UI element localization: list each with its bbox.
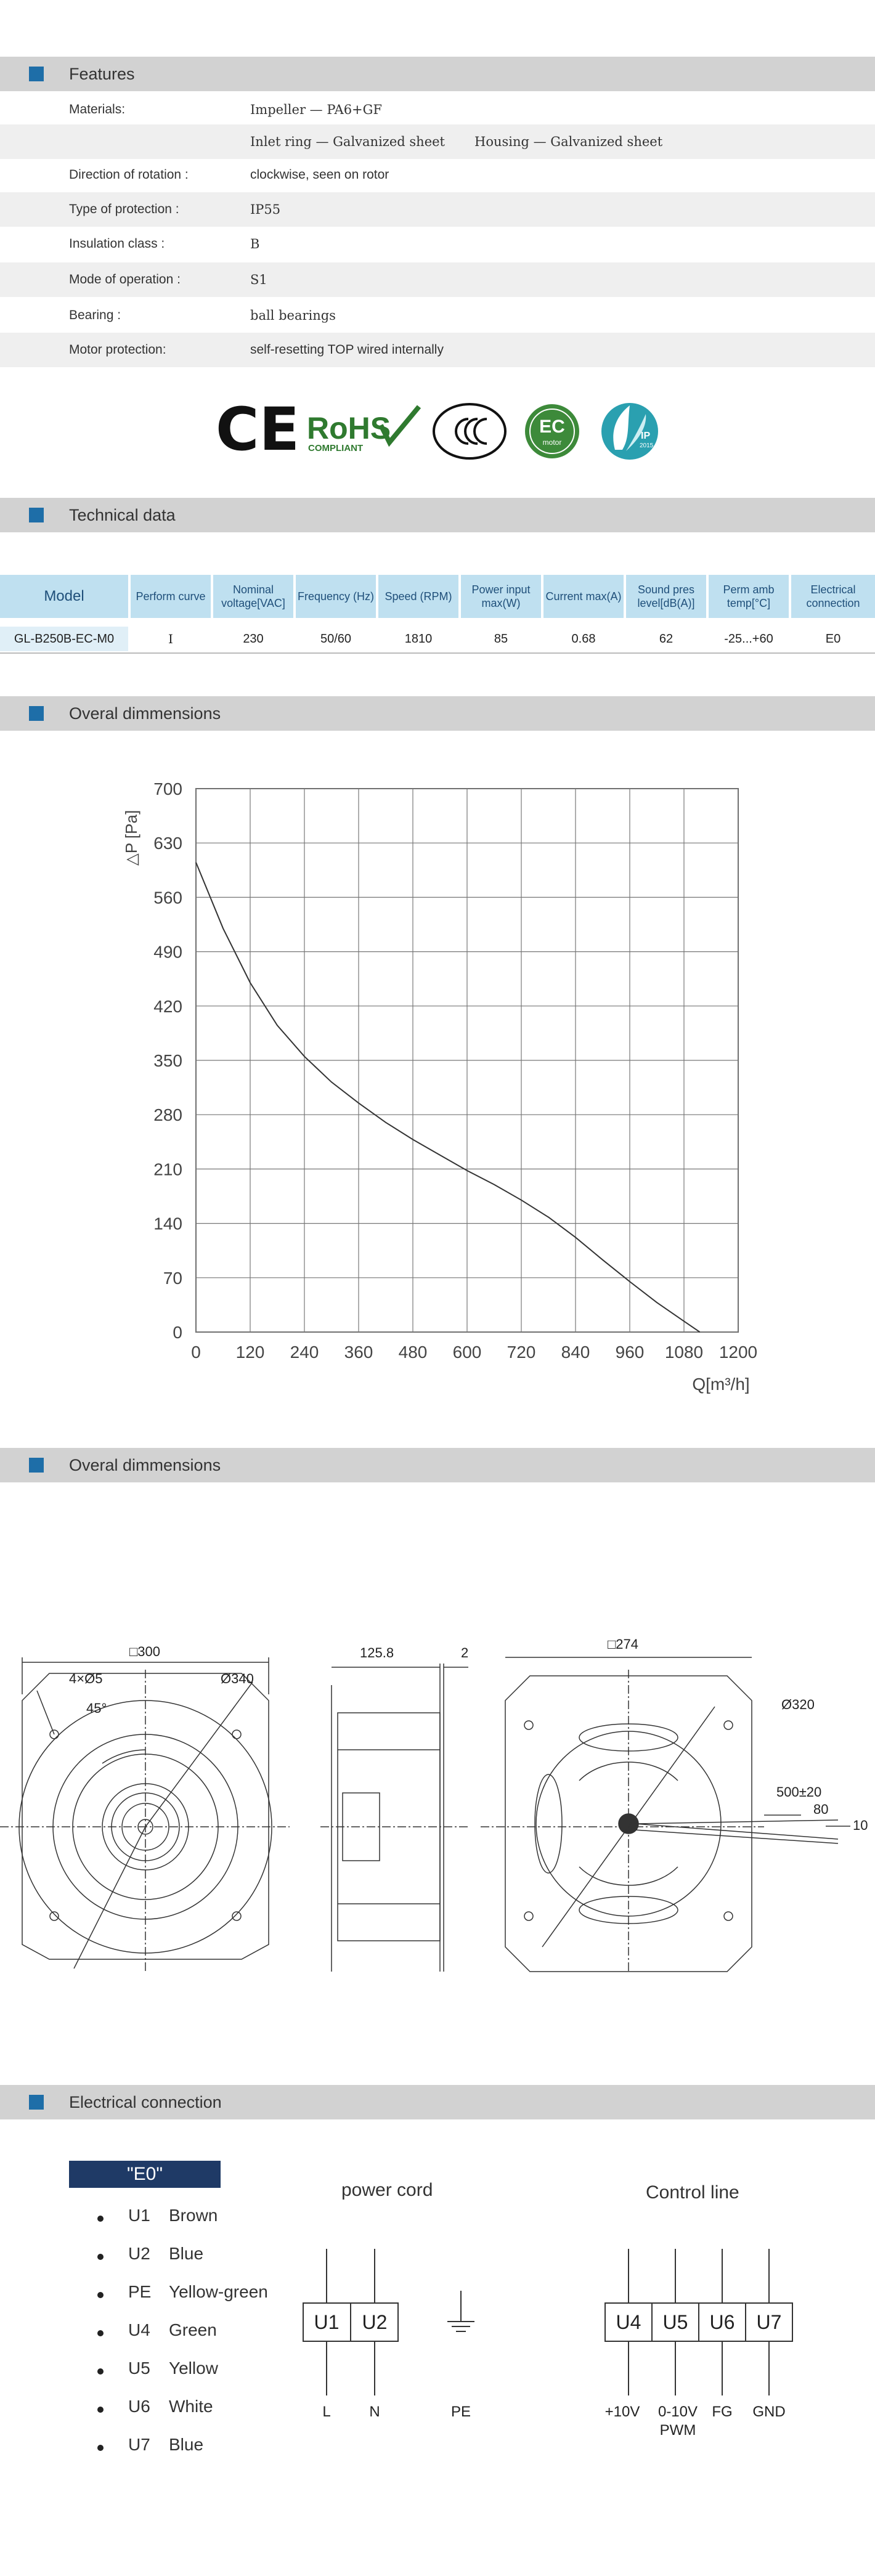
th-perform-curve: Perform curve [131, 575, 211, 618]
bullet-icon [97, 2407, 104, 2413]
y-tick-label: 350 [153, 1051, 182, 1070]
label-n: N [369, 2403, 380, 2420]
feature-label: Materials: [69, 102, 126, 116]
y-tick-label: 560 [153, 888, 182, 908]
wire-code: U6 [128, 2397, 150, 2416]
bullet-icon [97, 2292, 104, 2298]
ip-leaf-icon [601, 403, 658, 460]
x-tick-label: 1200 [718, 1343, 758, 1362]
y-tick-label: 490 [153, 942, 182, 962]
svg-text:COMPLIANT: COMPLIANT [308, 443, 364, 453]
td-perform-curve: I [168, 632, 173, 646]
feature-label: Insulation class : [69, 237, 165, 251]
feature-label: Type of protection : [69, 202, 179, 216]
bullet-icon [97, 2368, 104, 2375]
x-tick-label: 480 [398, 1343, 428, 1362]
bullet-icon [97, 2254, 104, 2260]
depth-label: 125.8 [360, 1645, 394, 1660]
td-sound: 62 [659, 632, 674, 646]
feature-value-housing: Housing — Galvanized sheet [474, 134, 663, 149]
side-view [320, 1664, 468, 1972]
feature-value: Impeller — PA6+GF [250, 102, 382, 117]
bullet-icon [97, 2445, 104, 2451]
performance-chart [0, 770, 875, 1417]
feature-value: IP55 [250, 202, 281, 217]
label-l: L [322, 2403, 331, 2420]
label-pe: PE [450, 2403, 471, 2420]
section-marker [29, 706, 44, 721]
wire-item [97, 2244, 319, 2269]
terminal-u2: U2 [362, 2311, 388, 2333]
section-marker [29, 2095, 44, 2110]
label-pwm: PWM [659, 2422, 696, 2439]
x-tick-label: 960 [615, 1343, 645, 1362]
technical-header-bar [0, 498, 875, 532]
feature-row-insulation [0, 227, 875, 261]
y-tick-label: 630 [153, 834, 182, 853]
terminal-u1: U1 [314, 2311, 340, 2333]
feature-row-bearing [0, 298, 875, 333]
y-tick-label: 140 [153, 1214, 182, 1233]
th-nominal-voltage: Nominal voltage[VAC] [213, 575, 293, 618]
terminal-u6: U6 [709, 2311, 735, 2333]
wire-color: Yellow-green [169, 2282, 268, 2301]
y-tick-label: 420 [153, 996, 182, 1016]
y-axis-label: △P [Pa] [122, 810, 140, 866]
electrical-header-bar [0, 2085, 875, 2119]
front-view [0, 1657, 290, 1972]
th-model: Model [0, 575, 128, 618]
technical-title: Technical data [69, 506, 176, 524]
wire-item [97, 2320, 319, 2345]
rohs-logo-icon [307, 407, 419, 453]
table-bottom-rule [0, 652, 875, 654]
wire-item [97, 2397, 319, 2421]
curve-title: Overal dimmensions [69, 704, 221, 723]
ccc-logo-icon [434, 404, 505, 458]
th-frequency: Frequency (Hz) [296, 575, 376, 618]
ground-symbol-icon [447, 2291, 474, 2331]
svg-text:motor: motor [542, 438, 562, 447]
power-cord-title: power cord [341, 2180, 433, 2200]
wire-code: PE [128, 2282, 152, 2301]
th-ambient-temp: Perm amb temp[°C] [709, 575, 789, 618]
wire-color: White [169, 2397, 213, 2416]
wire-code: U1 [128, 2206, 150, 2225]
svg-text:IP: IP [641, 431, 651, 441]
chart-y-ticks [153, 779, 182, 1342]
feature-row-motor-protection [0, 333, 875, 367]
y-tick-label: 210 [153, 1160, 182, 1179]
wire-code: U2 [128, 2244, 150, 2263]
wire-color: Yellow [169, 2359, 218, 2378]
svg-text:EC: EC [539, 416, 565, 437]
th-current: Current max(A) [543, 575, 624, 618]
feature-label: Mode of operation : [69, 272, 181, 286]
wire-code: U5 [128, 2359, 150, 2378]
label-10v: +10V [604, 2403, 640, 2420]
x-axis-label: Q[m³/h] [692, 1375, 750, 1394]
feature-value: self-resetting TOP wired internally [250, 343, 444, 357]
wire-item [97, 2206, 319, 2230]
td-frequency: 50/60 [320, 632, 352, 646]
feature-row-protection [0, 192, 875, 227]
terminal-u4: U4 [616, 2311, 641, 2333]
pressure-curve-line [196, 863, 700, 1332]
dimensions-header-bar [0, 1448, 875, 1482]
wire-item [97, 2359, 319, 2383]
holes-label: 4×Ø5 [69, 1671, 103, 1686]
dimensions-title: Overal dimmensions [69, 1456, 221, 1474]
control-terminal-block [605, 2249, 792, 2439]
chart-x-ticks [191, 1343, 757, 1362]
control-line-title: Control line [646, 2182, 739, 2203]
certification-logos [216, 400, 684, 462]
dia320-label: Ø320 [781, 1697, 815, 1712]
feature-value: Inlet ring — Galvanized sheet [250, 134, 445, 149]
rear-width-label: □274 [608, 1636, 638, 1652]
section-marker [29, 508, 44, 522]
feature-value: ball bearings [250, 308, 336, 323]
wire-color: Brown [169, 2206, 218, 2225]
y-tick-label: 700 [153, 779, 182, 798]
angle-label: 45° [86, 1700, 107, 1716]
x-tick-label: 120 [235, 1343, 265, 1362]
th-power-input: Power input max(W) [461, 575, 541, 618]
wire-code: U4 [128, 2320, 150, 2339]
tip-length-label: 10 [853, 1818, 868, 1833]
svg-text:RoHS: RoHS [307, 411, 391, 445]
bullet-icon [97, 2216, 104, 2222]
wire-code: U7 [128, 2435, 150, 2454]
x-tick-label: 840 [561, 1343, 590, 1362]
x-tick-label: 240 [290, 1343, 319, 1362]
power-terminal-block [303, 2249, 398, 2420]
wire-color: Green [169, 2320, 217, 2339]
front-width-label: □300 [129, 1644, 160, 1659]
wire-item [97, 2282, 319, 2307]
feature-label: Direction of rotation : [69, 168, 189, 182]
td-temp: -25...+60 [724, 632, 773, 646]
connection-badge: "E0" [69, 2161, 221, 2188]
feature-label: Bearing : [69, 308, 121, 322]
svg-text:2015: 2015 [640, 442, 654, 449]
terminal-u7: U7 [756, 2311, 782, 2333]
section-marker [29, 67, 44, 81]
label-fg: FG [712, 2403, 733, 2420]
y-tick-label: 0 [173, 1323, 182, 1342]
plate-label: 2 [461, 1645, 469, 1660]
td-speed: 1810 [404, 632, 433, 646]
terminal-u5: U5 [662, 2311, 688, 2333]
td-power: 85 [494, 632, 508, 646]
wire-color: Blue [169, 2244, 204, 2263]
dimension-drawing [0, 1627, 875, 1984]
td-voltage: 230 [243, 632, 264, 646]
features-header-bar [0, 57, 875, 91]
electrical-title: Electrical connection [69, 2093, 222, 2111]
x-tick-label: 0 [191, 1343, 201, 1362]
th-electrical-connection: Electrical connection [791, 575, 875, 618]
x-tick-label: 720 [507, 1343, 536, 1362]
wire-item [97, 2435, 319, 2460]
feature-value: S1 [250, 272, 267, 287]
td-model: GL-B250B-EC-M0 [0, 627, 128, 651]
features-title: Features [69, 65, 135, 83]
td-current: 0.68 [571, 632, 596, 646]
wire-color: Blue [169, 2435, 204, 2454]
curve-header-bar [0, 696, 875, 731]
bullet-icon [97, 2330, 104, 2336]
strip-length-label: 80 [813, 1802, 829, 1817]
feature-row-operation [0, 262, 875, 297]
feature-value: B [250, 237, 260, 251]
td-connection: E0 [825, 632, 841, 646]
y-tick-label: 70 [163, 1268, 182, 1288]
feature-row-rotation [0, 158, 875, 192]
x-tick-label: 1080 [664, 1343, 704, 1362]
ce-mark-icon [216, 400, 299, 462]
feature-row-inlet [0, 124, 875, 159]
ec-motor-icon [525, 404, 579, 458]
section-marker [29, 1458, 44, 1473]
cable-length-label: 500±20 [776, 1784, 822, 1800]
label-0-10v: 0-10V [657, 2403, 698, 2420]
label-gnd: GND [752, 2403, 786, 2420]
terminal-diagram [290, 2249, 863, 2446]
feature-label: Motor protection: [69, 343, 166, 357]
th-sound-pressure: Sound pres level[dB(A)] [626, 575, 706, 618]
chart-grid [196, 789, 738, 1332]
svg-text:CE: CE [216, 400, 300, 462]
dia340-label: Ø340 [221, 1671, 254, 1686]
feature-value: clockwise, seen on rotor [250, 168, 389, 182]
x-tick-label: 360 [344, 1343, 373, 1362]
th-speed: Speed (RPM) [378, 575, 458, 618]
feature-row-materials [0, 92, 875, 127]
y-tick-label: 280 [153, 1105, 182, 1125]
x-tick-label: 600 [452, 1343, 482, 1362]
